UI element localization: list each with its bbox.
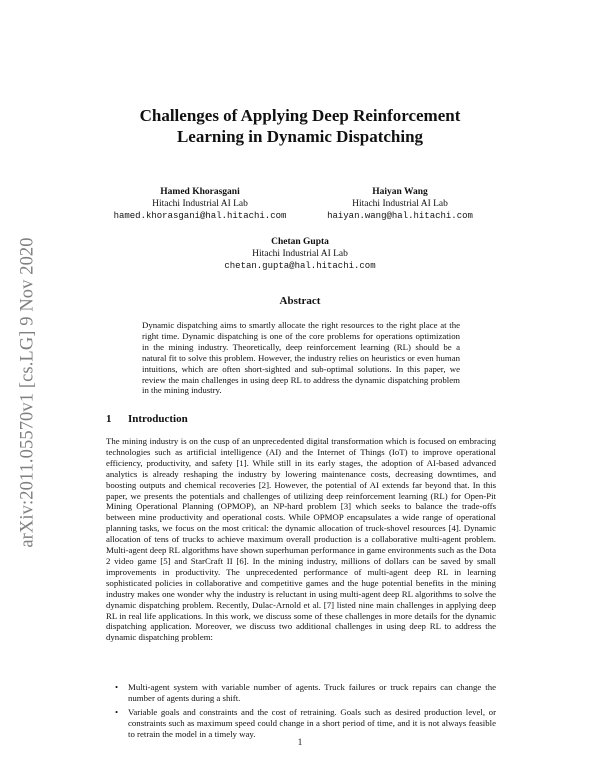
abstract-heading: Abstract xyxy=(279,295,321,307)
title-line-2: Learning in Dynamic Dispatching xyxy=(176,127,424,146)
bullet-icon: • xyxy=(115,682,119,692)
author-affiliation: Hitachi Industrial AI Lab xyxy=(352,199,448,209)
author-block xyxy=(110,186,290,222)
list-item xyxy=(106,707,496,740)
author-affiliation: Hitachi Industrial AI Lab xyxy=(252,249,348,259)
arxiv-stamp xyxy=(8,212,48,572)
paper-title xyxy=(100,105,500,147)
section-number: 1 xyxy=(106,413,112,425)
arxiv-stamp-text: arXiv:2011.05570v1 [cs.LG] 9 Nov 2020 xyxy=(17,236,38,548)
section-title: Introduction xyxy=(128,413,188,425)
author-email[interactable]: haiyan.wang@hal.hitachi.com xyxy=(327,211,473,221)
author-email[interactable]: chetan.gupta@hal.hitachi.com xyxy=(224,261,376,271)
abstract-text: Dynamic dispatching aims to smartly allocate the right resources to the right place at the right time. Dynamic dispatching is one of the core problems for operations optimization in the mining industry. Theoretically, deep reinforcement learning (RL) should be a natural fit to solve this problem. However, the industry relies on heuristics or even human intuitions, which are often short-sighted and sub-optimal solutions. In this paper, we review the main challenges in using deep RL to address the dynamic dispatching problem in the mining industry. xyxy=(142,320,460,396)
author-email[interactable]: hamed.khorasgani@hal.hitachi.com xyxy=(113,211,287,221)
author-block xyxy=(310,186,490,222)
section-heading-introduction xyxy=(106,412,188,426)
bullet-icon: • xyxy=(115,706,119,717)
author-affiliation: Hitachi Industrial AI Lab xyxy=(152,199,248,209)
list-item xyxy=(106,682,496,704)
author-name: Chetan Gupta xyxy=(271,237,329,247)
author-name: Hamed Khorasgani xyxy=(160,187,240,197)
challenge-list xyxy=(106,682,496,743)
author-name: Haiyan Wang xyxy=(372,187,428,197)
list-item-text: Multi-agent system with variable number of agents. Truck failures or truck repairs can change the number of agents during a shift. xyxy=(128,682,496,703)
title-line-1: Challenges of Applying Deep Reinforcement xyxy=(139,106,461,125)
list-item-text: Variable goals and constraints and the cost of retraining. Goals such as desired production level, or constraints such as maximum speed could change in a short period of time, and it is not always feasible to retrain the model in a timely way. xyxy=(128,706,496,739)
page-number: 1 xyxy=(297,737,303,747)
author-block xyxy=(200,236,400,272)
introduction-paragraph: The mining industry is on the cusp of an unprecedented digital transformation which is focused on embracing technologies such as artificial intelligence (AI) and the Internet of Things (IoT) to improve operational efficiency, productivity, and safety [1]. While still in its early stages, the adoption of AI-based advanced analytics is already reshaping the industry by lowering maintenance costs, decreasing downtimes, and boosting outputs and chemical recoveries [2]. However, the potential of AI extends far beyond that. In this paper, we presents the potentials and challenges of utilizing deep reinforcement learning (RL) for Open-Pit Mining Operational Planning (OPMOP), an NP-hard problem [3] which seeks to balance the trade-offs between mine productivity and operational costs. While OPMOP encapsulates a wide range of operational planning tasks, we focus on the most critical: the dynamic allocation of truck-shovel resources [4]. Dynamic allocation of tens of trucks to achieve maximum overall production is a collaborative multi-agent problem. Multi-agent deep RL algorithms have shown superhuman performance in game environments such as the Dota 2 video game [5] and StarCraft II [6]. In the mining industry, millions of dollars can be saved by small improvements in productivity. The unprecedented performance of multi-agent deep RL in learning sophisticated policies in collaborative and competitive games and the huge potential benefits in the mining industry makes one wonder why the industry is reluctant in using multi-agent deep RL algorithms to solve the dynamic dispatching problem. Recently, Dulac-Arnold et al. [7] listed nine main challenges in applying deep RL in real life applications. In this work, we discuss some of these challenges in more details for the dynamic dispatching application. Moreover, we discuss two additional challenges in using deep RL to address the dynamic dispatching problem: xyxy=(106,436,496,643)
